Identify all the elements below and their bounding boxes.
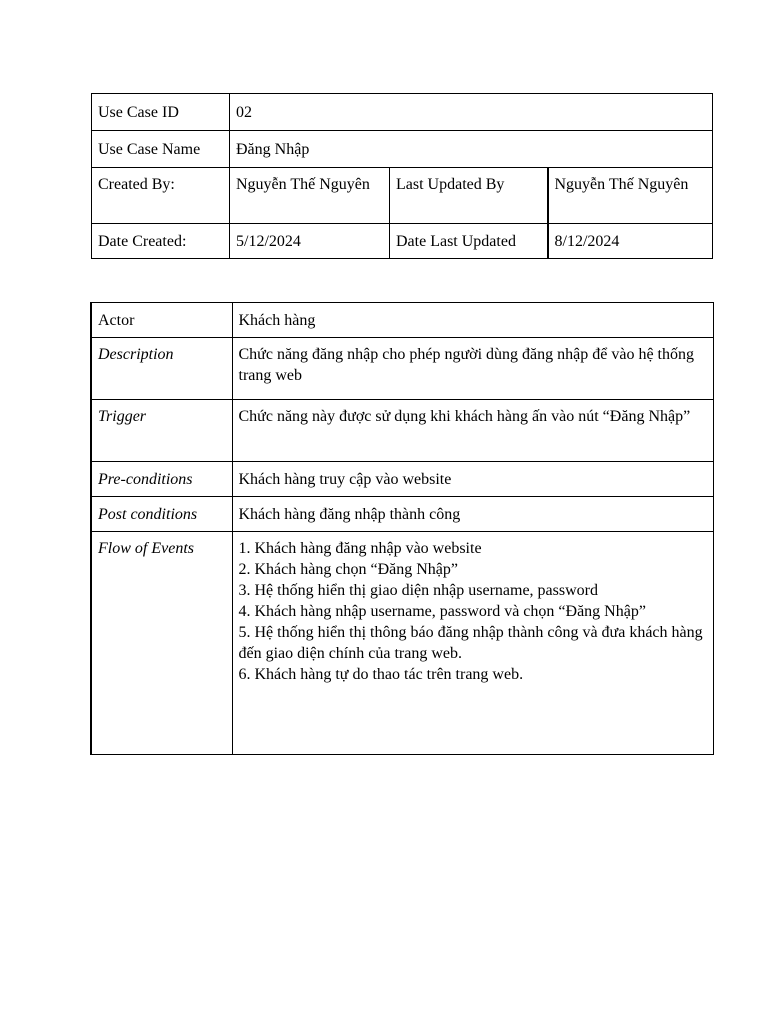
use-case-id-label: Use Case ID: [92, 94, 230, 131]
flow-step: 5. Hệ thống hiển thị thông báo đăng nhập thành công và đưa khách hàng đến giao diện chính của trang web.: [238, 624, 703, 662]
date-last-updated-value: 8/12/2024: [548, 224, 713, 259]
flow-step: 6. Khách hàng tự do thao tác trên trang web.: [238, 666, 524, 683]
postconditions-value: Khách hàng đăng nhập thành công: [232, 497, 713, 532]
preconditions-value: Khách hàng truy cập vào website: [232, 462, 713, 497]
flow-of-events-value: [232, 532, 713, 755]
preconditions-row: [91, 462, 713, 497]
use-case-name-row: [92, 131, 713, 168]
trigger-row: [91, 400, 713, 462]
flow-step: 4. Khách hàng nhập username, password và chọn “Đăng Nhập”: [238, 603, 646, 620]
flow-step: 3. Hệ thống hiển thị giao diện nhập username, password: [238, 582, 598, 599]
flow-step: 1. Khách hàng đăng nhập vào website: [238, 540, 482, 557]
description-value: Chức năng đăng nhập cho phép người dùng đăng nhập để vào hệ thống trang web: [232, 338, 713, 400]
description-label: Description: [91, 338, 232, 400]
created-by-row: [92, 168, 713, 224]
last-updated-by-label: Last Updated By: [390, 168, 548, 224]
flow-step: 2. Khách hàng chọn “Đăng Nhập”: [238, 561, 458, 578]
trigger-value: Chức năng này được sử dụng khi khách hàng ấn vào nút “Đăng Nhập”: [232, 400, 713, 462]
date-row: [92, 224, 713, 259]
actor-label: Actor: [91, 303, 232, 338]
postconditions-row: [91, 497, 713, 532]
postconditions-label: Post conditions: [91, 497, 232, 532]
use-case-detail-table: [90, 302, 714, 755]
use-case-header-table: [91, 93, 713, 259]
description-row: [91, 338, 713, 400]
date-created-label: Date Created:: [92, 224, 230, 259]
use-case-id-value: 02: [230, 94, 713, 131]
preconditions-label: Pre-conditions: [91, 462, 232, 497]
created-by-label: Created By:: [92, 168, 230, 224]
use-case-id-row: [92, 94, 713, 131]
trigger-label: Trigger: [91, 400, 232, 462]
created-by-value: Nguyễn Thế Nguyên: [230, 168, 390, 224]
use-case-name-value: Đăng Nhập: [230, 131, 713, 168]
flow-of-events-label: Flow of Events: [91, 532, 232, 755]
actor-row: [91, 303, 713, 338]
date-last-updated-label: Date Last Updated: [390, 224, 548, 259]
last-updated-by-value: Nguyễn Thế Nguyên: [548, 168, 713, 224]
flow-of-events-row: [91, 532, 713, 755]
use-case-name-label: Use Case Name: [92, 131, 230, 168]
date-created-value: 5/12/2024: [230, 224, 390, 259]
actor-value: Khách hàng: [232, 303, 713, 338]
